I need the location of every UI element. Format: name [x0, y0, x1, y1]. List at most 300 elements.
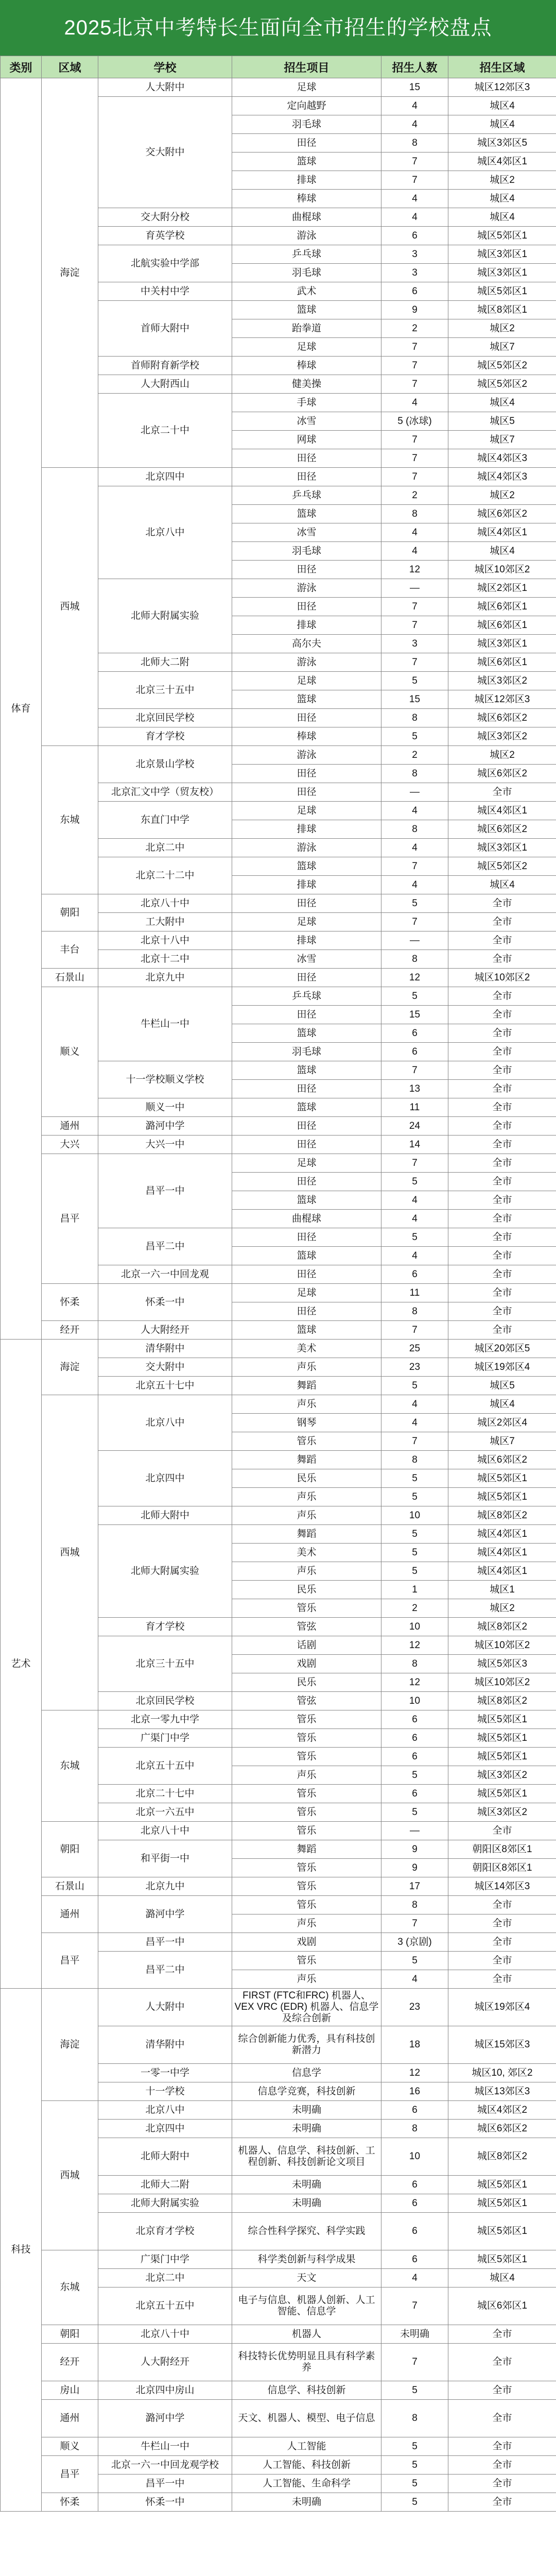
project-cell: 未明确: [232, 2194, 381, 2213]
district-cell: 昌平: [42, 1933, 98, 1989]
count-cell: 5: [381, 672, 448, 690]
count-cell: 5: [381, 2437, 448, 2456]
school-cell: 潞河中学: [98, 1117, 232, 1136]
count-cell: 9: [381, 301, 448, 319]
area-cell: 城区4郊区1: [448, 802, 556, 820]
count-cell: 8: [381, 709, 448, 727]
school-cell: 大兴一中: [98, 1136, 232, 1154]
project-cell: 足球: [232, 78, 381, 97]
area-cell: 全市: [448, 1914, 556, 1933]
school-cell: 北京九中: [98, 969, 232, 987]
school-cell: 北京一六五中: [98, 1803, 232, 1822]
project-cell: 田径: [232, 1117, 381, 1136]
area-cell: 全市: [448, 931, 556, 950]
project-cell: 民乐: [232, 1469, 381, 1488]
count-cell: 17: [381, 1877, 448, 1896]
area-cell: 城区3郊区1: [448, 245, 556, 264]
area-cell: 城区10郊区2: [448, 969, 556, 987]
project-cell: 戏剧: [232, 1655, 381, 1673]
project-cell: 田径: [232, 598, 381, 616]
area-cell: 城区3郊区2: [448, 1803, 556, 1822]
area-cell: 城区4郊区1: [448, 1562, 556, 1581]
count-cell: 5: [381, 987, 448, 1006]
district-cell: 东城: [42, 2250, 98, 2325]
school-cell: 北京八中: [98, 486, 232, 579]
table-row: [1, 1154, 556, 1173]
area-cell: 城区5: [448, 1377, 556, 1395]
area-cell: 城区13郊区3: [448, 2082, 556, 2101]
count-cell: 12: [381, 1636, 448, 1655]
area-cell: 城区4郊区1: [448, 523, 556, 542]
count-cell: 11: [381, 1284, 448, 1302]
table-row: [1, 2456, 556, 2475]
count-cell: 14: [381, 1136, 448, 1154]
school-cell: 人大附经开: [98, 1321, 232, 1340]
count-cell: 4: [381, 1210, 448, 1228]
project-cell: 田径: [232, 894, 381, 913]
count-cell: 5: [381, 894, 448, 913]
count-cell: 8: [381, 1302, 448, 1321]
count-cell: 7: [381, 598, 448, 616]
area-cell: 城区1: [448, 1581, 556, 1599]
project-cell: 篮球: [232, 1321, 381, 1340]
district-cell: 昌平: [42, 1154, 98, 1284]
count-cell: 8: [381, 1655, 448, 1673]
count-cell: 15: [381, 78, 448, 97]
area-cell: 城区4郊区2: [448, 2101, 556, 2120]
count-cell: 10: [381, 1506, 448, 1525]
count-cell: 5: [381, 1173, 448, 1191]
area-cell: 全市: [448, 1284, 556, 1302]
project-cell: 管乐: [232, 1785, 381, 1803]
page-title: 2025北京中考特长生面向全市招生的学校盘点: [0, 0, 556, 56]
school-cell: 北师大二附: [98, 2176, 232, 2194]
school-cell: 牛栏山一中: [98, 2437, 232, 2456]
count-cell: 6: [381, 1748, 448, 1766]
area-cell: 城区10, 郊区2: [448, 2064, 556, 2082]
project-cell: 田径: [232, 1006, 381, 1024]
count-cell: 8: [381, 505, 448, 523]
count-cell: 2: [381, 319, 448, 338]
school-cell: 昌平一中: [98, 1154, 232, 1228]
count-cell: 2: [381, 486, 448, 505]
area-cell: 城区6郊区1: [448, 653, 556, 672]
count-cell: 4: [381, 208, 448, 227]
table-row: [1, 1710, 556, 1729]
project-cell: 未明确: [232, 2120, 381, 2138]
school-cell: 北京四中: [98, 2120, 232, 2138]
area-cell: 城区12郊区3: [448, 690, 556, 709]
project-cell: 篮球: [232, 1247, 381, 1265]
table-row: [1, 2381, 556, 2400]
district-cell: 顺义: [42, 2437, 98, 2456]
school-cell: 北京景山学校: [98, 746, 232, 783]
project-cell: 足球: [232, 1284, 381, 1302]
header-area: 招生区域: [448, 56, 556, 78]
area-cell: 城区19郊区4: [448, 1989, 556, 2026]
count-cell: 6: [381, 227, 448, 245]
header-project: 招生项目: [232, 56, 381, 78]
school-cell: 东直门中学: [98, 802, 232, 839]
count-cell: 11: [381, 1098, 448, 1117]
area-cell: 城区5郊区2: [448, 357, 556, 375]
school-cell: 育英学校: [98, 227, 232, 245]
school-cell: 北京一六一中回龙观学校: [98, 2456, 232, 2475]
project-cell: 篮球: [232, 152, 381, 171]
table-row: [1, 2344, 556, 2381]
project-cell: 未明确: [232, 2493, 381, 2512]
school-cell: 北京回民学校: [98, 709, 232, 727]
area-cell: 城区12郊区3: [448, 78, 556, 97]
table-row: [1, 969, 556, 987]
project-cell: 电子与信息、机器人创新、人工智能、信息学: [232, 2287, 381, 2325]
project-cell: 钢琴: [232, 1414, 381, 1432]
area-cell: 全市: [448, 1933, 556, 1952]
project-cell: 冰雪: [232, 950, 381, 969]
count-cell: 5: [381, 1469, 448, 1488]
area-cell: 全市: [448, 2400, 556, 2437]
count-cell: 6: [381, 2101, 448, 2120]
area-cell: 城区8郊区2: [448, 2138, 556, 2176]
area-cell: 城区5郊区1: [448, 227, 556, 245]
area-cell: 城区6郊区2: [448, 505, 556, 523]
project-cell: 声乐: [232, 1488, 381, 1506]
project-cell: 田径: [232, 1302, 381, 1321]
district-cell: 石景山: [42, 1877, 98, 1896]
project-cell: 篮球: [232, 1191, 381, 1210]
count-cell: 18: [381, 2026, 448, 2064]
count-cell: 8: [381, 2400, 448, 2437]
count-cell: 8: [381, 134, 448, 152]
area-cell: 城区5郊区1: [448, 1710, 556, 1729]
area-cell: 全市: [448, 1173, 556, 1191]
school-cell: 怀柔一中: [98, 2493, 232, 2512]
area-cell: 全市: [448, 1896, 556, 1914]
area-cell: 城区3郊区2: [448, 727, 556, 746]
project-cell: 游泳: [232, 839, 381, 857]
count-cell: 7: [381, 152, 448, 171]
area-cell: 城区3郊区1: [448, 264, 556, 282]
project-cell: 管乐: [232, 1896, 381, 1914]
district-cell: 通州: [42, 2400, 98, 2437]
table-row: [1, 1117, 556, 1136]
school-cell: 北京十八中: [98, 931, 232, 950]
project-cell: 声乐: [232, 1914, 381, 1933]
district-cell: 怀柔: [42, 1284, 98, 1321]
header-category: 类别: [1, 56, 42, 78]
area-cell: 城区2郊区1: [448, 579, 556, 598]
school-cell: 北京九中: [98, 1877, 232, 1896]
count-cell: 4: [381, 802, 448, 820]
count-cell: 13: [381, 1080, 448, 1098]
area-cell: 全市: [448, 913, 556, 931]
project-cell: 舞蹈: [232, 1840, 381, 1859]
district-cell: 西城: [42, 1395, 98, 1710]
table-row: [1, 468, 556, 486]
area-cell: 城区4郊区1: [448, 1544, 556, 1562]
project-cell: 机器人: [232, 2325, 381, 2344]
area-cell: 城区5郊区1: [448, 1488, 556, 1506]
project-cell: 田径: [232, 561, 381, 579]
school-cell: 北航实验中学部: [98, 245, 232, 282]
count-cell: 7: [381, 357, 448, 375]
count-cell: 8: [381, 950, 448, 969]
count-cell: 7: [381, 375, 448, 394]
area-cell: 城区20郊区5: [448, 1340, 556, 1358]
table-row: [1, 2325, 556, 2344]
table-body: [1, 78, 556, 2512]
project-cell: 篮球: [232, 505, 381, 523]
project-cell: 篮球: [232, 1098, 381, 1117]
area-cell: 城区2: [448, 746, 556, 765]
school-cell: 交大附中: [98, 97, 232, 208]
area-cell: 全市: [448, 783, 556, 802]
area-cell: 全市: [448, 1154, 556, 1173]
area-cell: 城区4郊区3: [448, 468, 556, 486]
project-cell: 高尔夫: [232, 635, 381, 653]
count-cell: 6: [381, 1729, 448, 1748]
area-cell: 城区5郊区1: [448, 282, 556, 301]
count-cell: 6: [381, 1785, 448, 1803]
school-cell: 清华附中: [98, 1340, 232, 1358]
project-cell: 美术: [232, 1544, 381, 1562]
area-cell: 城区4: [448, 115, 556, 134]
project-cell: 声乐: [232, 1506, 381, 1525]
school-cell: 北京一六一中回龙观: [98, 1265, 232, 1284]
school-cell: 中关村中学: [98, 282, 232, 301]
project-cell: 人工智能、生命科学: [232, 2475, 381, 2493]
area-cell: 城区5郊区3: [448, 1655, 556, 1673]
project-cell: 羽毛球: [232, 115, 381, 134]
project-cell: 田径: [232, 449, 381, 468]
area-cell: 全市: [448, 2437, 556, 2456]
table-row: [1, 1989, 556, 2026]
school-cell: 北京汇文中学（贸友校）: [98, 783, 232, 802]
area-cell: 城区15郊区3: [448, 2026, 556, 2064]
project-cell: 声乐: [232, 1395, 381, 1414]
project-cell: 棒球: [232, 727, 381, 746]
area-cell: 城区8郊区2: [448, 1618, 556, 1636]
count-cell: 4: [381, 1414, 448, 1432]
project-cell: 声乐: [232, 1970, 381, 1989]
district-cell: 通州: [42, 1117, 98, 1136]
count-cell: 4: [381, 523, 448, 542]
count-cell: 4: [381, 1970, 448, 1989]
project-cell: 综合创新能力优秀，具有科技创新潜力: [232, 2026, 381, 2064]
count-cell: 2: [381, 746, 448, 765]
count-cell: 2: [381, 1599, 448, 1618]
area-cell: 全市: [448, 2493, 556, 2512]
school-cell: 育才学校: [98, 727, 232, 746]
area-cell: 城区5郊区2: [448, 375, 556, 394]
count-cell: 7: [381, 338, 448, 357]
school-cell: 北京五十七中: [98, 1377, 232, 1395]
project-cell: 冰雪: [232, 523, 381, 542]
table-row: [1, 746, 556, 765]
area-cell: 城区4: [448, 394, 556, 412]
district-cell: 昌平: [42, 2456, 98, 2493]
project-cell: 田径: [232, 1136, 381, 1154]
project-cell: 管乐: [232, 1822, 381, 1840]
count-cell: 12: [381, 561, 448, 579]
count-cell: 5: [381, 1562, 448, 1581]
school-cell: 十一学校: [98, 2082, 232, 2101]
area-cell: 城区8郊区1: [448, 301, 556, 319]
count-cell: 12: [381, 2064, 448, 2082]
count-cell: 12: [381, 969, 448, 987]
project-cell: 舞蹈: [232, 1525, 381, 1544]
project-cell: 乒乓球: [232, 486, 381, 505]
project-cell: 田径: [232, 1265, 381, 1284]
count-cell: 7: [381, 431, 448, 449]
count-cell: 16: [381, 2082, 448, 2101]
project-cell: 游泳: [232, 227, 381, 245]
count-cell: —: [381, 579, 448, 598]
count-cell: 4: [381, 1247, 448, 1265]
area-cell: 城区6郊区2: [448, 820, 556, 839]
project-cell: 民乐: [232, 1581, 381, 1599]
count-cell: 7: [381, 449, 448, 468]
area-cell: 城区10郊区2: [448, 561, 556, 579]
count-cell: 4: [381, 1191, 448, 1210]
area-cell: 城区6郊区1: [448, 598, 556, 616]
area-cell: 城区5郊区2: [448, 857, 556, 876]
project-cell: 田径: [232, 783, 381, 802]
count-cell: 6: [381, 2194, 448, 2213]
project-cell: 跆拳道: [232, 319, 381, 338]
count-cell: 8: [381, 1896, 448, 1914]
district-cell: 西城: [42, 468, 98, 746]
project-cell: 管乐: [232, 1432, 381, 1451]
table-row: [1, 2437, 556, 2456]
school-cell: 人大附中: [98, 78, 232, 97]
category-cell: 体育: [1, 78, 42, 1340]
count-cell: —: [381, 1822, 448, 1840]
count-cell: 15: [381, 1006, 448, 1024]
count-cell: 7: [381, 1914, 448, 1933]
area-cell: 城区8郊区2: [448, 1506, 556, 1525]
table-row: [1, 1321, 556, 1340]
project-cell: 综合性科学探究、科学实践: [232, 2213, 381, 2250]
project-cell: 篮球: [232, 690, 381, 709]
area-cell: 城区4: [448, 190, 556, 208]
school-cell: 交大附中: [98, 1358, 232, 1377]
school-cell: 北京二十七中: [98, 1785, 232, 1803]
school-cell: 育才学校: [98, 1618, 232, 1636]
school-cell: 一零一中学: [98, 2064, 232, 2082]
project-cell: 声乐: [232, 1766, 381, 1785]
area-cell: 全市: [448, 1970, 556, 1989]
count-cell: —: [381, 783, 448, 802]
area-cell: 城区4: [448, 542, 556, 561]
count-cell: 12: [381, 1673, 448, 1692]
count-cell: 7: [381, 2287, 448, 2325]
area-cell: 全市: [448, 1117, 556, 1136]
count-cell: 7: [381, 913, 448, 931]
area-cell: 城区5郊区1: [448, 1469, 556, 1488]
project-cell: 田径: [232, 765, 381, 783]
district-cell: 经开: [42, 2344, 98, 2381]
count-cell: 15: [381, 690, 448, 709]
project-cell: 足球: [232, 913, 381, 931]
project-cell: 美术: [232, 1340, 381, 1358]
school-cell: 人大附中: [98, 1989, 232, 2026]
project-cell: 信息学、科技创新: [232, 2381, 381, 2400]
school-cell: 人大附经开: [98, 2344, 232, 2381]
district-cell: 通州: [42, 1896, 98, 1933]
project-cell: 未明确: [232, 2176, 381, 2194]
school-cell: 北京一零九中学: [98, 1710, 232, 1729]
school-cell: 北京四中: [98, 1451, 232, 1506]
project-cell: 羽毛球: [232, 264, 381, 282]
district-cell: 大兴: [42, 1136, 98, 1154]
table-row: [1, 931, 556, 950]
school-cell: 昌平一中: [98, 2475, 232, 2493]
district-cell: 海淀: [42, 78, 98, 468]
project-cell: 信息学: [232, 2064, 381, 2082]
area-cell: 城区14郊区3: [448, 1877, 556, 1896]
count-cell: 5: [381, 1952, 448, 1970]
district-cell: 顺义: [42, 987, 98, 1117]
project-cell: 田径: [232, 468, 381, 486]
area-cell: 全市: [448, 2381, 556, 2400]
school-cell: 潞河中学: [98, 1896, 232, 1933]
project-cell: 足球: [232, 802, 381, 820]
count-cell: 6: [381, 2213, 448, 2250]
project-cell: 排球: [232, 931, 381, 950]
project-cell: 管乐: [232, 1803, 381, 1822]
count-cell: 1: [381, 1581, 448, 1599]
count-cell: 6: [381, 1043, 448, 1061]
count-cell: 5: [381, 727, 448, 746]
count-cell: 4: [381, 2269, 448, 2287]
area-cell: 城区4: [448, 208, 556, 227]
project-cell: 篮球: [232, 1061, 381, 1080]
area-cell: 城区5郊区1: [448, 2176, 556, 2194]
count-cell: 6: [381, 2250, 448, 2269]
project-cell: 游泳: [232, 653, 381, 672]
area-cell: 全市: [448, 1302, 556, 1321]
project-cell: 田径: [232, 1080, 381, 1098]
school-cell: 北京五十五中: [98, 1748, 232, 1785]
area-cell: 全市: [448, 1098, 556, 1117]
district-cell: 海淀: [42, 1340, 98, 1395]
area-cell: 城区10郊区2: [448, 1636, 556, 1655]
area-cell: 城区5郊区1: [448, 2250, 556, 2269]
count-cell: 4: [381, 394, 448, 412]
school-cell: 怀柔一中: [98, 1284, 232, 1321]
area-cell: 全市: [448, 1321, 556, 1340]
count-cell: 3: [381, 245, 448, 264]
count-cell: 5: [381, 1544, 448, 1562]
project-cell: 声乐: [232, 1358, 381, 1377]
school-cell: 北京五十五中: [98, 2287, 232, 2325]
table-row: [1, 1136, 556, 1154]
district-cell: 怀柔: [42, 2493, 98, 2512]
count-cell: 5: [381, 1803, 448, 1822]
district-cell: 朝阳: [42, 2325, 98, 2344]
count-cell: 3: [381, 635, 448, 653]
area-cell: 全市: [448, 2325, 556, 2344]
school-cell: 北京四中房山: [98, 2381, 232, 2400]
project-cell: 足球: [232, 1154, 381, 1173]
count-cell: 7: [381, 171, 448, 190]
project-cell: 科学类创新与科学成果: [232, 2250, 381, 2269]
school-cell: 十一学校顺义学校: [98, 1061, 232, 1098]
area-cell: 全市: [448, 1265, 556, 1284]
school-cell: 昌平二中: [98, 1228, 232, 1265]
table-row: [1, 2493, 556, 2512]
